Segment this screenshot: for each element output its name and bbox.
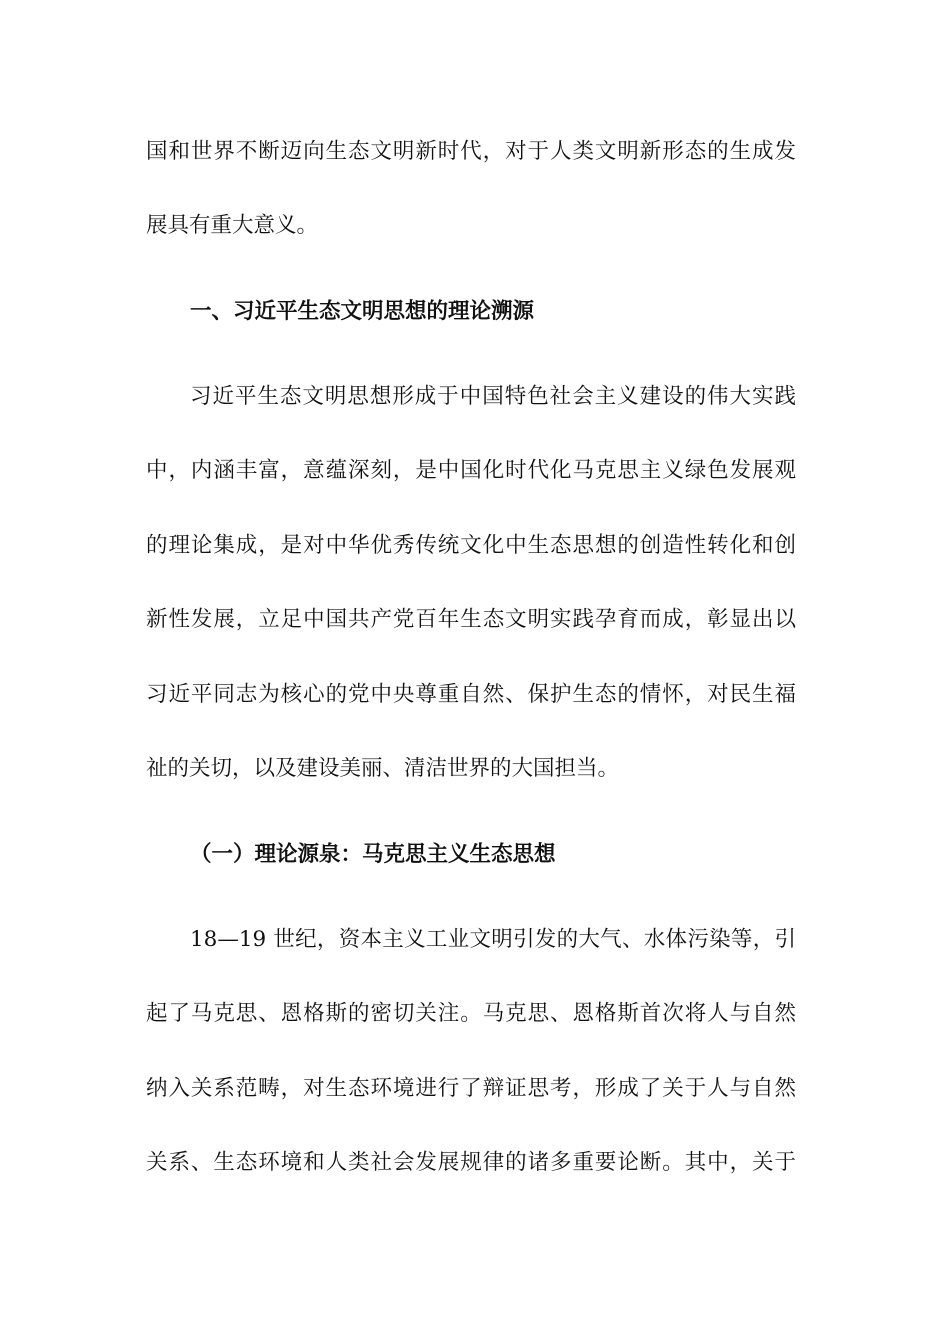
section-heading: 一、习近平生态文明思想的理论溯源 [190, 299, 535, 324]
paragraph-line: 纳入关系范畴，对生态环境进行了辩证思考，形成了关于人与自然 [146, 1076, 796, 1101]
paragraph-line: 新性发展，立足中国共产党百年生态文明实践孕育而成，彰显出以 [146, 607, 796, 632]
paragraph-line: 起了马克思、恩格斯的密切关注。马克思、恩格斯首次将人与自然 [146, 1001, 796, 1026]
subsection-heading: （一）理论源泉：马克思主义生态思想 [190, 842, 556, 867]
paragraph-line: 习近平同志为核心的党中央尊重自然、保护生态的情怀，对民生福 [146, 682, 796, 707]
paragraph-line: 18—19 世纪，资本主义工业文明引发的大气、水体污染等，引 [190, 927, 796, 952]
paragraph-line: 关系、生态环境和人类社会发展规律的诸多重要论断。其中，关于 [146, 1150, 796, 1175]
paragraph-line: 中，内涵丰富，意蕴深刻，是中国化时代化马克思主义绿色发展观 [146, 458, 796, 483]
paragraph-line: 国和世界不断迈向生态文明新时代，对于人类文明新形态的生成发 [146, 139, 796, 164]
paragraph-line: 习近平生态文明思想形成于中国特色社会主义建设的伟大实践 [190, 384, 796, 409]
paragraph-line: 祉的关切，以及建设美丽、清洁世界的大国担当。 [146, 756, 620, 781]
paragraph-line: 展具有重大意义。 [146, 213, 319, 238]
paragraph-line: 的理论集成，是对中华优秀传统文化中生态思想的创造性转化和创 [146, 533, 796, 558]
